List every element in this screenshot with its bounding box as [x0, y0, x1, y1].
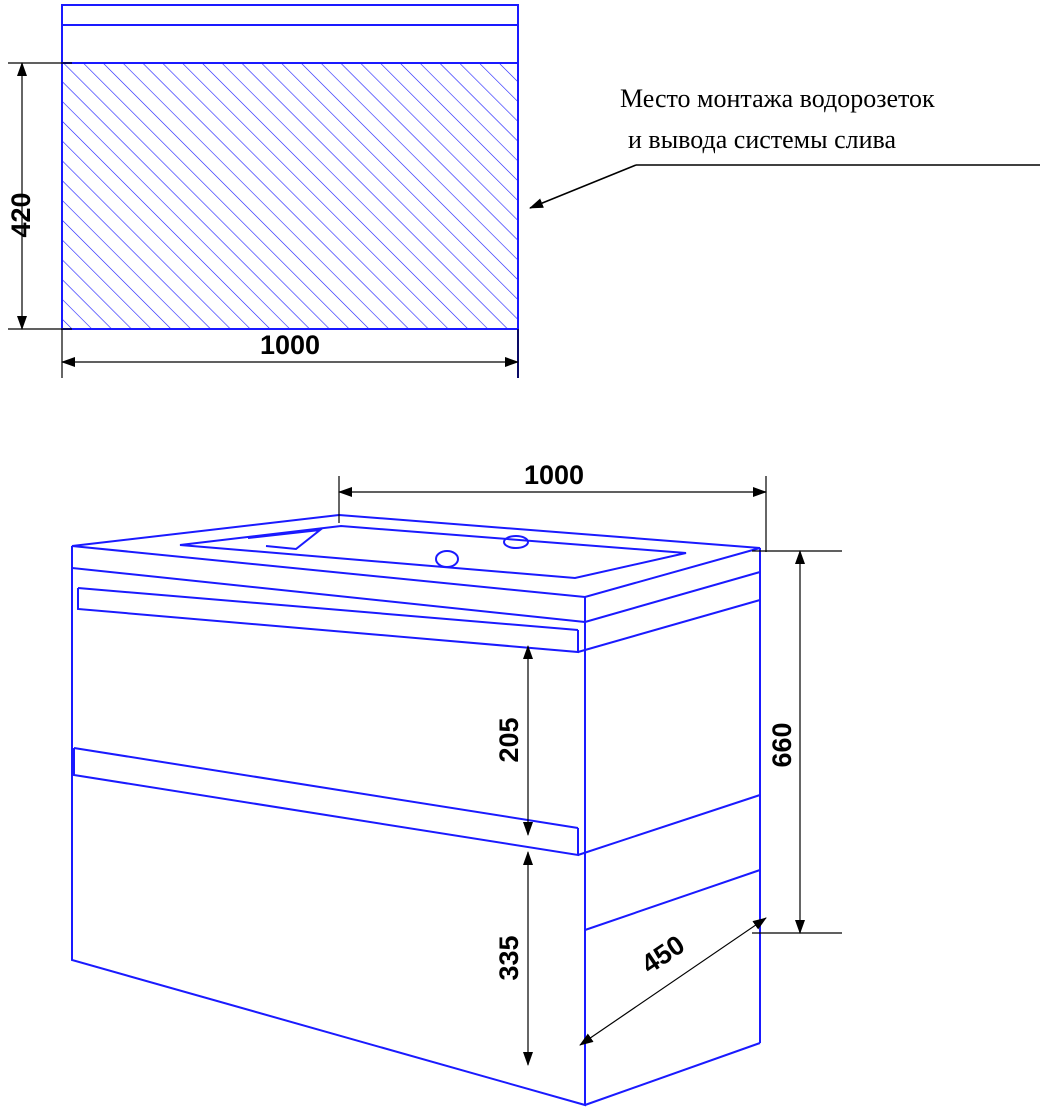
cabinet-bottom-right-edge: [585, 1043, 760, 1105]
basin-drain-hole: [436, 551, 458, 567]
dim-label-450: 450: [635, 929, 691, 980]
countertop-top-face: [72, 515, 760, 597]
top-view-group: [6, 5, 1040, 378]
upper-drawer-gap-right: [578, 600, 760, 652]
cabinet-front-face: [72, 568, 585, 1105]
dim-label-420: 420: [6, 192, 36, 238]
basin-overflow-hole: [504, 536, 528, 548]
counter-right-edge-lower: [585, 572, 760, 622]
dim-label-660: 660: [767, 722, 797, 768]
hatched-mounting-zone: [62, 63, 518, 329]
note-line-1: Место монтажа водорозеток: [620, 84, 935, 113]
cabinet-side-lower-line: [585, 870, 760, 930]
note-line-2: и вывода системы слива: [628, 125, 896, 154]
note-group: [620, 84, 935, 154]
lower-drawer-gap-right: [578, 795, 760, 855]
cabinet-dimensions-group: [339, 460, 842, 1065]
basin-bowl-outline: [180, 526, 686, 578]
dim-label-1000-top-view: 1000: [259, 330, 321, 360]
lower-drawer-gap: [74, 748, 578, 855]
dim-label-335: 335: [494, 935, 524, 981]
dim-label-205: 205: [494, 717, 524, 763]
cabinet-view-group: [72, 515, 760, 1105]
note-leader-arrow: [530, 165, 636, 208]
upper-drawer-gap: [78, 588, 578, 652]
dim-label-1000-cabinet: 1000: [523, 460, 585, 490]
